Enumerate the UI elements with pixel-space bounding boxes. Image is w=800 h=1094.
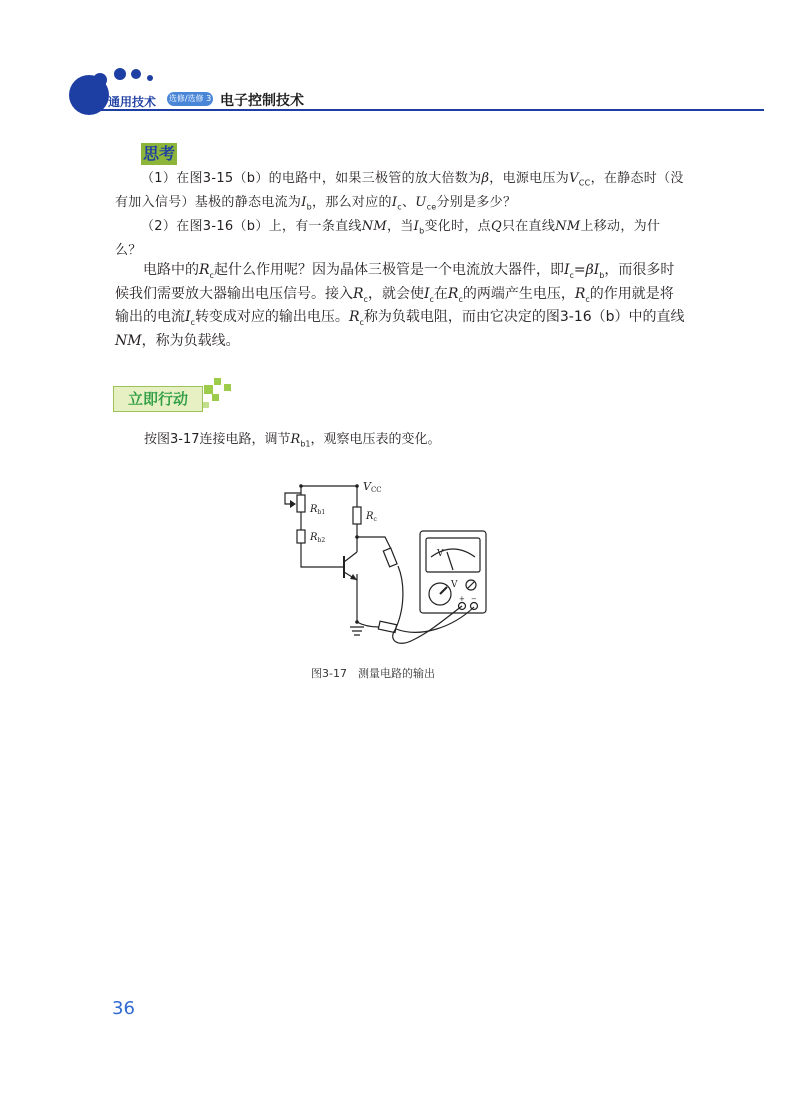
- header-dot-medium: [93, 73, 107, 87]
- node-dot: [355, 484, 359, 488]
- transistor-collector-leg: [344, 552, 357, 562]
- header-dot-small2: [131, 69, 141, 79]
- action-deco-square: [214, 378, 221, 385]
- rc-label: $R_c$: [366, 511, 377, 523]
- node-dot: [355, 620, 359, 624]
- left-branch-wire: [301, 486, 344, 567]
- action-deco-square: [203, 402, 209, 408]
- action-label: 立即行动: [113, 386, 203, 412]
- probe-resistor-1: [383, 548, 397, 567]
- terminal-minus: [471, 603, 478, 610]
- think-question-2: （2）在图3-16（b）上，有一条直线NM，当$I_b$变化时，点Q只在直线NM上移动，为什么？: [115, 219, 661, 258]
- meter-v-label-2: V: [451, 580, 458, 590]
- resistor-rb2: [297, 530, 305, 543]
- action-deco-square: [224, 384, 231, 391]
- output-wire: [357, 537, 391, 549]
- action-deco-square: [204, 385, 213, 394]
- resistor-rc: [353, 507, 361, 524]
- meter-v-label: V: [437, 549, 444, 559]
- think-label: 思考: [142, 144, 175, 163]
- series-name: 通用技术: [108, 95, 157, 109]
- pot-arrow-head: [290, 500, 296, 508]
- ground-lines: [350, 627, 364, 635]
- book-title: 电子控制技术: [220, 93, 304, 109]
- node-dot: [355, 535, 359, 539]
- header-rule: [96, 109, 764, 111]
- rb2-label: $R_{b2}$: [310, 532, 326, 544]
- header-dot-tiny: [147, 75, 153, 81]
- think-question-1: （1）在图3-15（b）的电路中，如果三极管的放大倍数为β，电源电压为$V_{CC}$，在静态时（没有加入信号）基极的静态电流为$I_b$，那么对应的$I_c$、$U_{ce}$分别是多少？: [115, 171, 684, 212]
- figure-caption: 图3-17 测量电路的输出: [311, 667, 435, 680]
- action-deco-square: [212, 394, 219, 401]
- node-dot: [299, 484, 303, 488]
- header-dot-small: [114, 68, 126, 80]
- action-instruction: 按图3-17连接电路，调节$R_{b1}$，观察电压表的变化。: [144, 432, 441, 449]
- range-selector-pointer: [440, 587, 447, 594]
- adjust-knob-slot: [468, 582, 474, 588]
- page-number: 36: [112, 998, 135, 1019]
- circuit-diagram: [270, 472, 500, 647]
- series-badge: 选修/选修 3: [167, 92, 213, 106]
- vcc-label: VCC: [363, 480, 382, 494]
- body-paragraph: 电路中的$R_c$起什么作用呢？因为晶体三极管是一个电流放大器件，即$I_c=\beta I_b$，而很多时候我们需要放大器输出电压信号。接入$R_c$，就会使$I_c$在$R_c$的两端产生电压，$R_c$的作用就是将输出的电流$I_c$转变成对应的输出电压。$R_c$称为负载电阻，而由它决定的图3-16（b）中的直线NM，称为负载线。: [115, 262, 685, 349]
- resistor-rb1: [297, 495, 305, 512]
- meter-needle: [447, 552, 453, 570]
- plus-label: +: [459, 595, 465, 603]
- minus-label: −: [471, 595, 477, 603]
- rb1-label: $R_{b1}$: [310, 504, 326, 516]
